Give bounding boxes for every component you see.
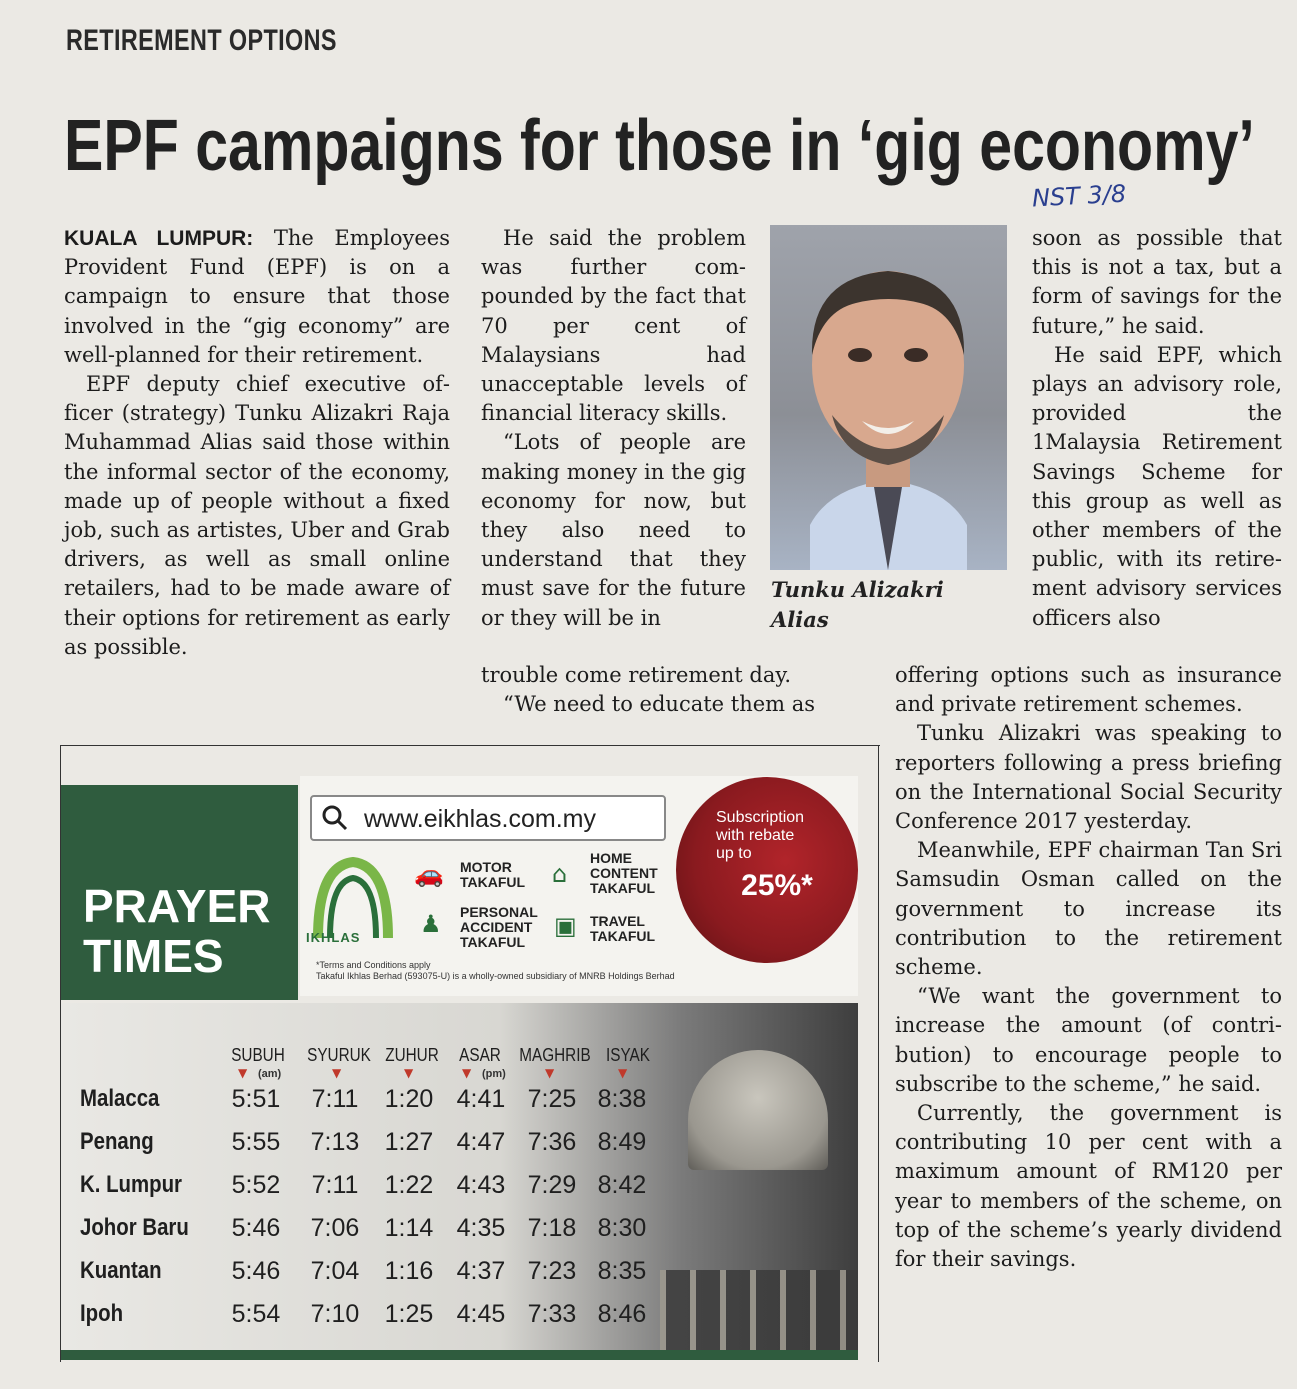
prayer-time-maghrib: 7:25: [527, 1085, 577, 1113]
prayer-time-isyak: 8:42: [597, 1171, 647, 1199]
portrait-illustration: [770, 225, 1007, 570]
article-column-3: [895, 661, 1282, 1274]
product-travel: [590, 914, 655, 944]
prayer-time-subuh: 5:51: [231, 1085, 281, 1113]
car-icon: 🚗: [414, 860, 444, 888]
asar-note: (pm): [482, 1068, 506, 1080]
article-paragraph: trouble come retirement day.: [481, 663, 792, 687]
column-header-asar: ASAR: [459, 1045, 501, 1065]
prayer-time-isyak: 8:49: [597, 1128, 647, 1156]
arrow-down-icon: ▼: [545, 1066, 555, 1080]
column-header-maghrib: MAGHRIB: [519, 1045, 591, 1065]
city-name: Johor Baru: [80, 1214, 189, 1241]
arrow-down-icon: ▼: [462, 1066, 472, 1080]
product-label: TAKAFUL: [460, 934, 526, 950]
paragraph-text: The Employees Provident Fund (EPF) is on a campaign to ensure that those involved in the “gig economy” are well-planned for their retirement.: [64, 226, 450, 367]
ad-terms: [316, 960, 675, 982]
prayer-time-syuruk: 7:06: [310, 1214, 360, 1242]
article-column-3-top: [1032, 224, 1282, 633]
city-name: Malacca: [80, 1085, 160, 1112]
prayer-time-isyak: 8:46: [597, 1300, 647, 1328]
article-paragraph: He said the problem was further compounded by the fact that 70 per cent of Malaysians had unacceptable levels of financial literacy skills.: [481, 226, 746, 426]
caption-line: Tunku Alizakri: [771, 577, 944, 602]
article-paragraph: “We want the government to increase the amount (of contribution) to encourage people to subscribe to the scheme,” he said.: [895, 984, 1282, 1096]
product-home: [590, 851, 658, 896]
product-label: ACCIDENT: [460, 919, 533, 935]
logo-wordmark: IKHLAS: [306, 930, 361, 945]
prayer-time-maghrib: 7:18: [527, 1214, 577, 1242]
prayer-time-zuhur: 1:25: [384, 1300, 434, 1328]
product-label: TRAVEL: [590, 913, 645, 929]
caption-line: Alias: [771, 607, 829, 632]
article-paragraph: [64, 224, 450, 370]
prayer-time-subuh: 5:46: [231, 1257, 281, 1285]
product-label: TAKAFUL: [460, 874, 526, 890]
prayer-time-asar: 4:41: [456, 1085, 506, 1113]
rebate-text: with rebate: [716, 827, 795, 844]
prayer-time-asar: 4:43: [456, 1171, 506, 1199]
rebate-value: 25%*: [741, 869, 813, 902]
photo-caption: [771, 575, 944, 635]
city-name: Ipoh: [80, 1300, 124, 1327]
dateline: KUALA LUMPUR:: [64, 227, 254, 250]
rebate-text: Subscription: [716, 809, 805, 826]
article-paragraph: offering options such as insurance and private retirement schemes.: [895, 663, 1282, 717]
prayer-time-isyak: 8:38: [597, 1085, 647, 1113]
article-paragraph: Meanwhile, EPF chairman Tan Sri Samsudin Osman called on the government to increase its contribution to the retirement scheme.: [895, 838, 1282, 980]
prayer-time-asar: 4:47: [456, 1128, 506, 1156]
portrait-photo: [770, 225, 1007, 570]
arrow-down-icon: ▼: [238, 1066, 248, 1080]
prayer-time-subuh: 5:55: [231, 1128, 281, 1156]
rebate-text: up to: [716, 845, 752, 862]
prayer-time-subuh: 5:46: [231, 1214, 281, 1242]
prayer-time-zuhur: 1:22: [384, 1171, 434, 1199]
product-label: CONTENT: [590, 865, 658, 881]
search-icon: [322, 805, 348, 835]
product-personal-accident: [460, 905, 538, 950]
column-header-zuhur: ZUHUR: [385, 1045, 439, 1065]
ad-frame-divider: [878, 745, 879, 1362]
subuh-note: (am): [258, 1068, 282, 1080]
terms-text: Takaful Ikhlas Berhad (593075-U) is a wholly-owned subsidiary of MNRB Holdings Berhad: [316, 971, 675, 981]
prayer-time-isyak: 8:35: [597, 1257, 647, 1285]
prayer-time-syuruk: 7:11: [311, 1171, 359, 1199]
prayer-title-line: TIMES: [83, 930, 224, 982]
prayer-times-title: [61, 785, 298, 1000]
prayer-time-subuh: 5:52: [231, 1171, 281, 1199]
ad-frame-divider: [60, 745, 880, 746]
product-label: MOTOR: [460, 859, 512, 875]
city-name: K. Lumpur: [80, 1171, 182, 1198]
section-label: RETIREMENT OPTIONS: [66, 24, 337, 57]
arrow-down-icon: ▼: [332, 1066, 342, 1080]
article-column-2-continued: [481, 661, 866, 719]
prayer-time-zuhur: 1:14: [384, 1214, 434, 1242]
article-paragraph: He said EPF, which plays an advisory role, provided the 1Malaysia Retirement Savings Scheme for this group as well as other members of the public, with its retirement advisory services officers also: [1032, 342, 1282, 630]
product-label: TAKAFUL: [590, 880, 656, 896]
prayer-time-zuhur: 1:16: [384, 1257, 434, 1285]
article-column-1: [64, 224, 450, 662]
prayer-time-maghrib: 7:33: [527, 1300, 577, 1328]
article-paragraph: Tunku Alizakri was speaking to reporters following a press briefing on the International Social Security Conference 2017 yesterday.: [895, 721, 1282, 834]
home-icon: ⌂: [552, 860, 568, 888]
column-header-syuruk: SYURUK: [307, 1045, 371, 1065]
prayer-time-subuh: 5:54: [231, 1300, 281, 1328]
prayer-time-isyak: 8:30: [597, 1214, 647, 1242]
handwritten-note: NST 3/8: [1031, 179, 1127, 213]
product-motor: [460, 860, 525, 890]
ad-url-box[interactable]: www.eikhlas.com.my: [310, 795, 666, 841]
product-label: TAKAFUL: [590, 928, 656, 944]
article-paragraph: EPF deputy chief executive officer (strategy) Tunku Alizakri Raja Muhammad Alias said those within the informal sector of the economy, made up of people without a fixed job, such as artistes, Uber and Grab drivers, as well as small online retailers, had to be made aware of their options for retirement as early as possible.: [64, 372, 450, 659]
city-name: Kuantan: [80, 1257, 162, 1284]
prayer-time-asar: 4:45: [456, 1300, 506, 1328]
prayer-time-zuhur: 1:27: [384, 1128, 434, 1156]
prayer-time-maghrib: 7:23: [527, 1257, 577, 1285]
arrow-down-icon: ▼: [404, 1066, 414, 1080]
person-icon: ♟: [420, 910, 442, 938]
article-paragraph: “We need to educate them as: [503, 692, 816, 717]
article-paragraph: soon as possible that this is not a tax, but a form of savings for the future,” he said.: [1032, 226, 1282, 338]
prayer-time-syuruk: 7:10: [310, 1300, 360, 1328]
rebate-badge: [676, 777, 858, 963]
article-column-2: [481, 224, 746, 633]
prayer-time-zuhur: 1:20: [384, 1085, 434, 1113]
product-label: PERSONAL: [460, 904, 538, 920]
luggage-icon: ▣: [554, 912, 577, 940]
panel-bottom-rule: [61, 1350, 858, 1360]
prayer-time-syuruk: 7:11: [311, 1085, 359, 1113]
prayer-time-maghrib: 7:36: [527, 1128, 577, 1156]
prayer-time-asar: 4:35: [456, 1214, 506, 1242]
city-name: Penang: [80, 1128, 154, 1155]
arrow-down-icon: ▼: [618, 1066, 628, 1080]
prayer-title-line: PRAYER: [83, 880, 271, 932]
article-paragraph: “Lots of people are making money in the gig economy for now, but they also need to understand that they must save for the future or they will be in: [481, 430, 746, 630]
article-paragraph: Currently, the government is contributing 10 per cent with a maximum amount of RM120 per year to members of the scheme, on top of the scheme’s yearly dividend for their savings.: [895, 1101, 1282, 1272]
column-header-subuh: SUBUH: [231, 1045, 285, 1065]
prayer-time-maghrib: 7:29: [527, 1171, 577, 1199]
prayer-time-syuruk: 7:13: [310, 1128, 360, 1156]
column-header-isyak: ISYAK: [606, 1045, 650, 1065]
prayer-time-asar: 4:37: [456, 1257, 506, 1285]
product-label: HOME: [590, 850, 632, 866]
prayer-time-syuruk: 7:04: [310, 1257, 360, 1285]
headline: EPF campaigns for those in ‘gig economy’: [64, 106, 1255, 186]
mosque-arcade-illustration: [660, 1270, 858, 1358]
terms-text: *Terms and Conditions apply: [316, 960, 431, 970]
